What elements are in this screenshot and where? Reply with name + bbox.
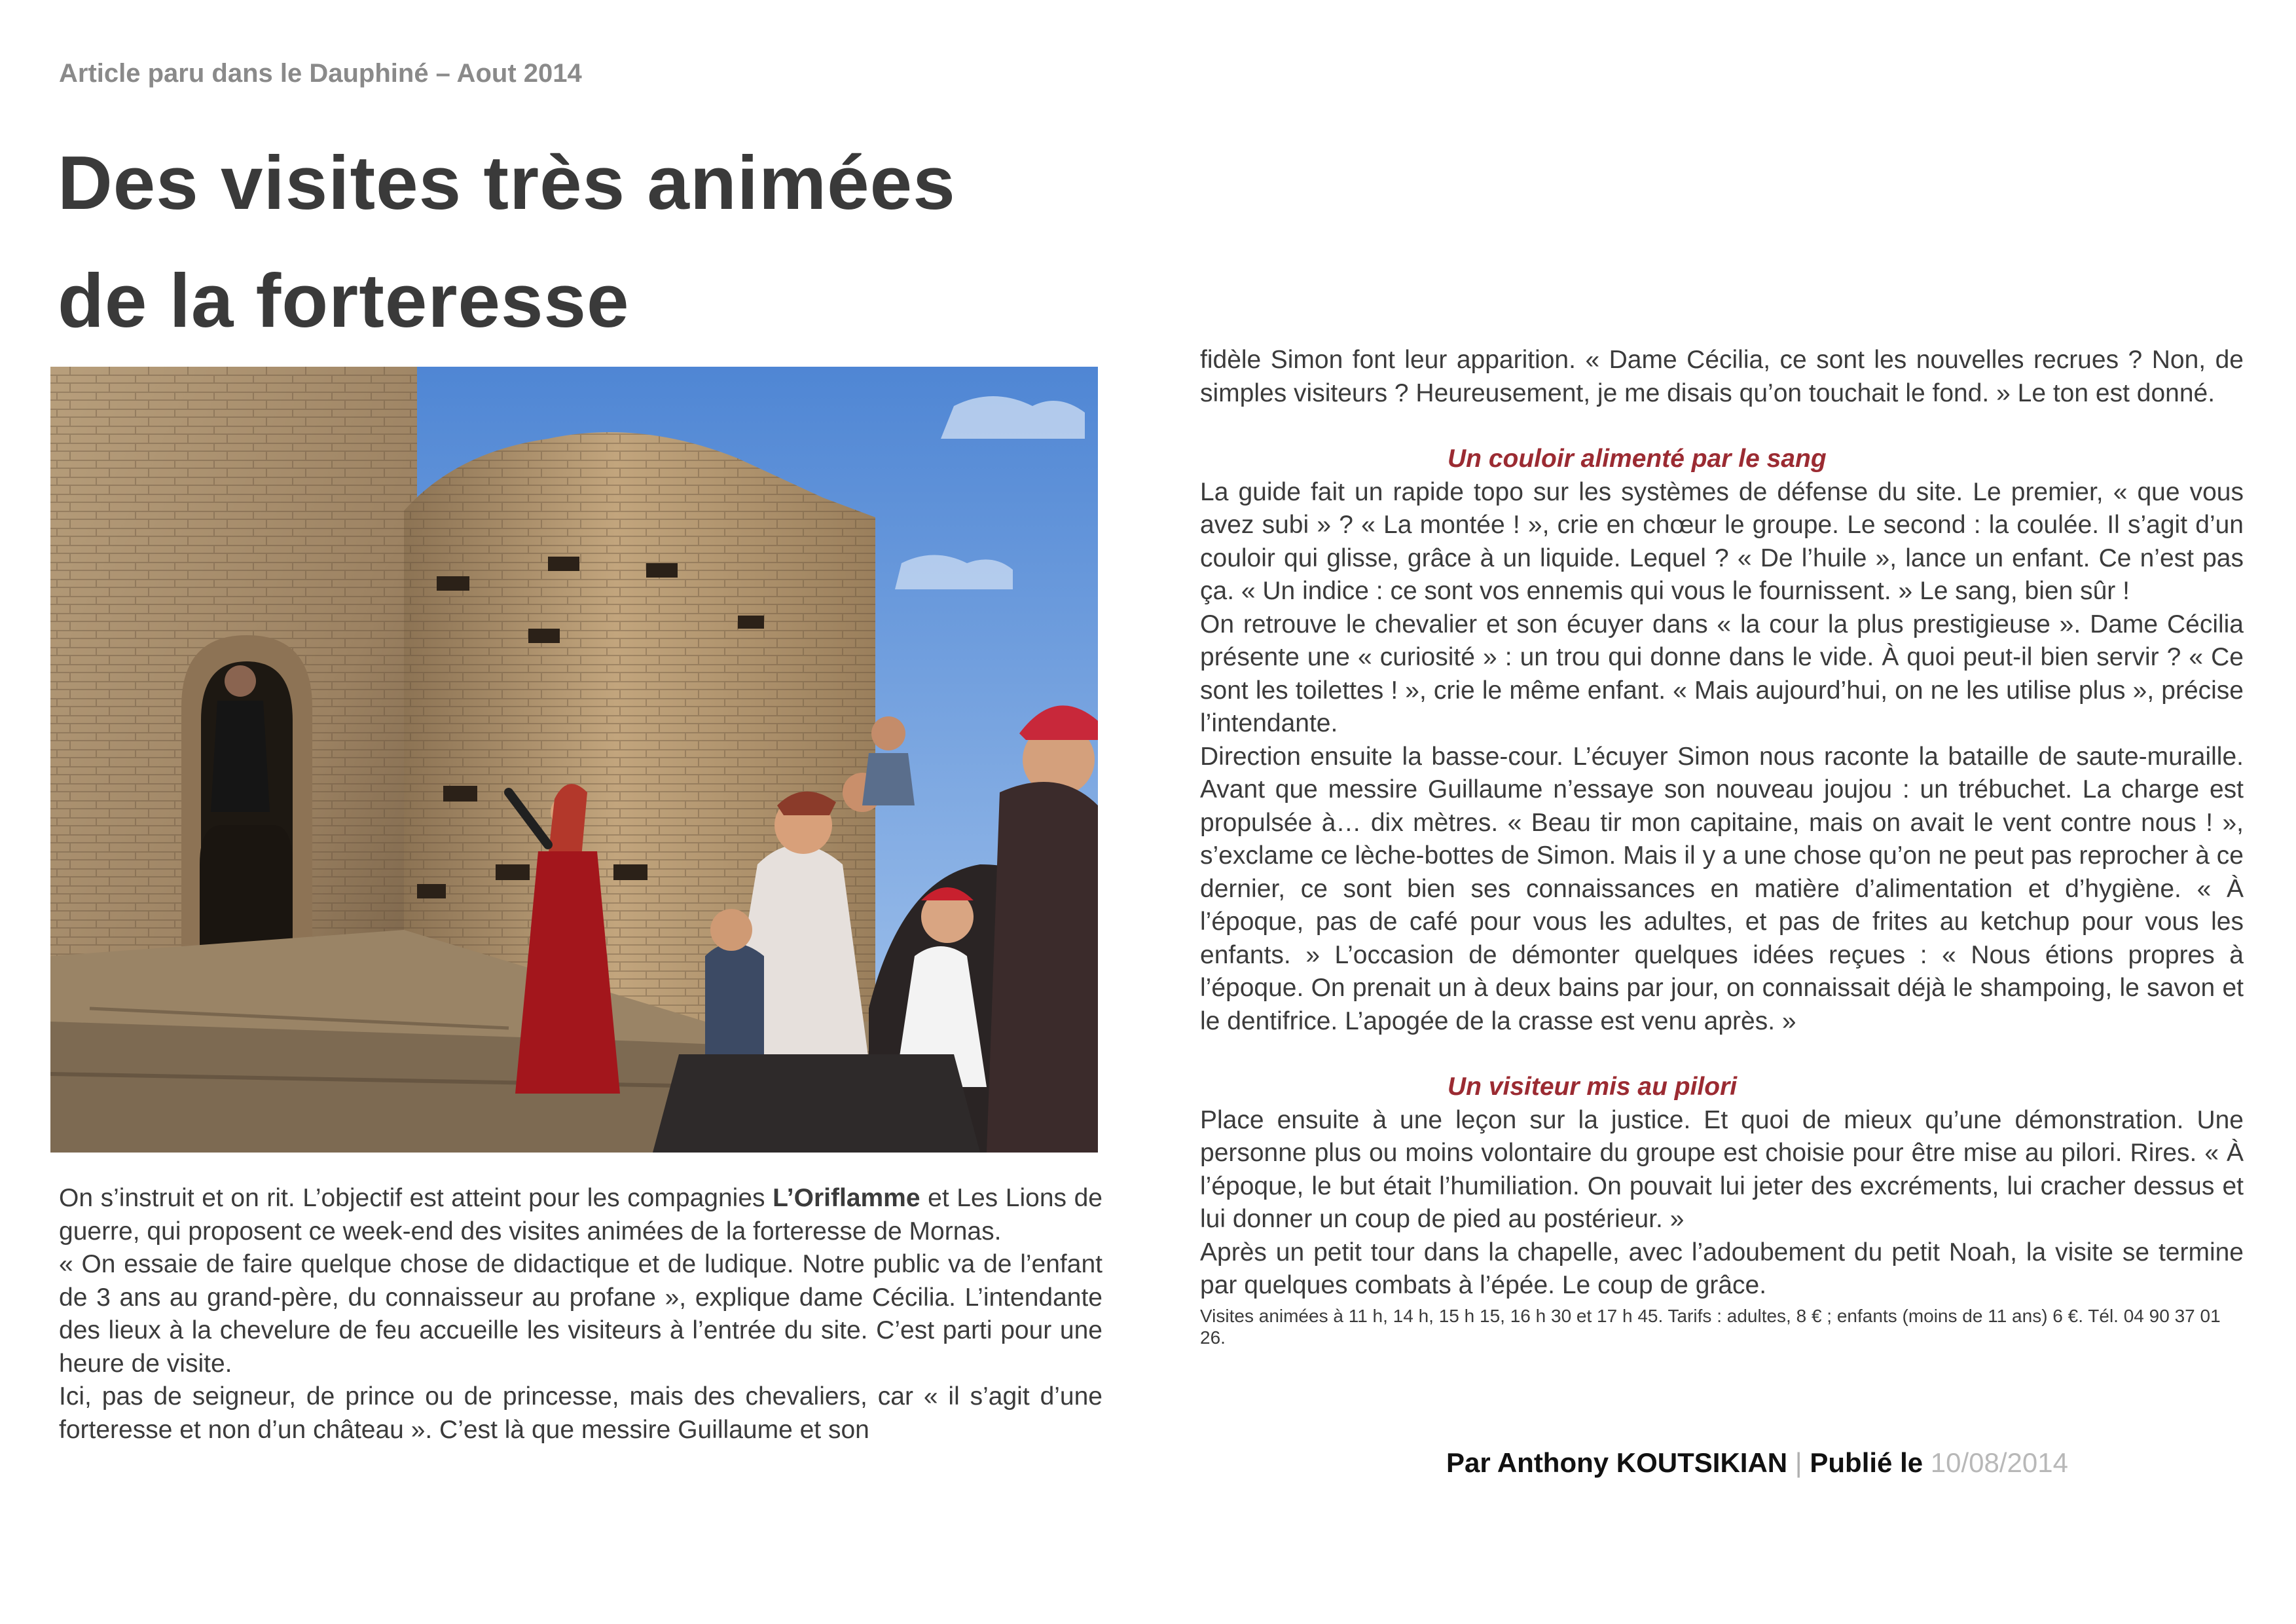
left-column-text — [59, 1182, 1102, 1447]
right-paragraph-3: Direction ensuite la basse-cour. L’écuyer Simon nous raconte la bataille de saute-muraille. Avant que messire Guillaume n’essaye son nouveau joujou : un trébuchet. La charge est propulsée à… dix mètres. « Beau tir mon capitaine, mais on avait le vent contre nous ! », s’exclame ce lèche-bottes de Simon. Mais il y a une chose qu’on ne peut pas reprocher à ce dernier, ce sont bien ses connaissances en matière d’alimentation et d’hygiène. « À l’époque, pas de café pour vous les adultes, et pas de frites au ketchup pour vous les enfants. » L’occasion de démonter quelques idées reçues : « Nous étions propres à l’époque. On prenait un à deux bains par jour, on connaissait déjà le shampoing, le savon et le dentifrice. L’apogée de la crasse est venu après. » — [1200, 742, 2244, 1035]
headline-line-2: de la forteresse — [58, 257, 630, 343]
article-source-kicker: Article paru dans le Dauphiné – Aout 2014 — [59, 59, 582, 88]
article-photo — [50, 367, 1098, 1153]
right-paragraph-0: fidèle Simon font leur apparition. « Dame Cécilia, ce sont les nouvelles recrues ? Non, de simples visiteurs ? Heureusement, je me disais qu’on touchait le fond. » Le ton est donné. — [1200, 346, 2244, 407]
subheading-couloir: Un couloir alimenté par le sang — [1448, 445, 1827, 473]
byline-separator: | — [1795, 1447, 1802, 1478]
left-paragraph-3: Ici, pas de seigneur, de prince ou de princesse, mais des chevaliers, car « il s’agit d’une forteresse et non d’un château ». C’est là que messire Guillaume et son — [59, 1382, 1102, 1444]
left-p1-text: On s’instruit et on rit. L’objectif est atteint pour les compagnies — [59, 1184, 773, 1212]
left-paragraph-1 — [59, 1182, 1102, 1248]
byline-author: Par Anthony KOUTSIKIAN — [1446, 1447, 1788, 1478]
article-headline — [58, 124, 956, 360]
right-column-text — [1200, 344, 2244, 1348]
right-paragraph-2: On retrouve le chevalier et son écuyer dans « la cour la plus prestigieuse ». Dame Cécilia présente une « curiosité » : un trou qui donne dans le vide. À quoi peut-il bien servir ? « Ce sont les toilettes ! », crie le même enfant. « Mais aujourd’hui, on ne les utilise plus », précise l’intendante. — [1200, 610, 2244, 737]
right-paragraph-4: Place ensuite à une leçon sur la justice. Et quoi de mieux qu’une démonstration. Une personne plus ou moins volontaire du groupe est choisie pour être mise au pilori. Rires. « À l’époque, le but était l’humiliation. On pouvait lui jeter des excréments, lui cracher dessus et lui donner un coup de pied au postérieur. » — [1200, 1105, 2244, 1233]
right-paragraph-1: La guide fait un rapide topo sur les systèmes de défense du site. Le premier, « que vous avez subi » ? « La montée ! », crie en chœur le groupe. Le second : la coulée. Il s’agit d’un couloir qui glisse, grâce à un liquide. Lequel ? « De l’huile », lance un enfant. Ce n’est pas ça. « Un indice : ce sont vos ennemis qui vous le fournissent. » Le sang, bien sûr ! — [1200, 477, 2244, 605]
left-paragraph-2: « On essaie de faire quelque chose de didactique et de ludique. Notre public va de l’enfant de 3 ans au grand-père, du connaisseur au profane », explique dame Cécilia. L’intendante des lieux à la chevelure de feu accueille les visiteurs à l’entrée du site. C’est parti pour une heure de visite. — [59, 1250, 1102, 1378]
byline-date: 10/08/2014 — [1930, 1447, 2068, 1478]
byline — [1446, 1447, 2068, 1479]
subheading-pilori: Un visiteur mis au pilori — [1448, 1073, 1738, 1101]
left-p1-text-end: et Les Lions de guerre, qui proposent ce week-end des visites animées de la forteresse de Mornas. — [59, 1184, 1102, 1246]
byline-published-label: Publié le — [1810, 1447, 1923, 1478]
right-paragraph-5: Après un petit tour dans la chapelle, avec l’adoubement du petit Noah, la visite se termine par quelques combats à l’épée. Le coup de grâce. — [1200, 1238, 2244, 1299]
headline-line-1: Des visites très animées — [58, 140, 956, 225]
company-name-bold: L’Oriflamme — [773, 1184, 920, 1212]
practical-info: Visites animées à 11 h, 14 h, 15 h 15, 16 h 30 et 17 h 45. Tarifs : adultes, 8 € ; enfants (moins de 11 ans) 6 €. Tél. 04 90 37 01 26. — [1200, 1305, 2221, 1348]
